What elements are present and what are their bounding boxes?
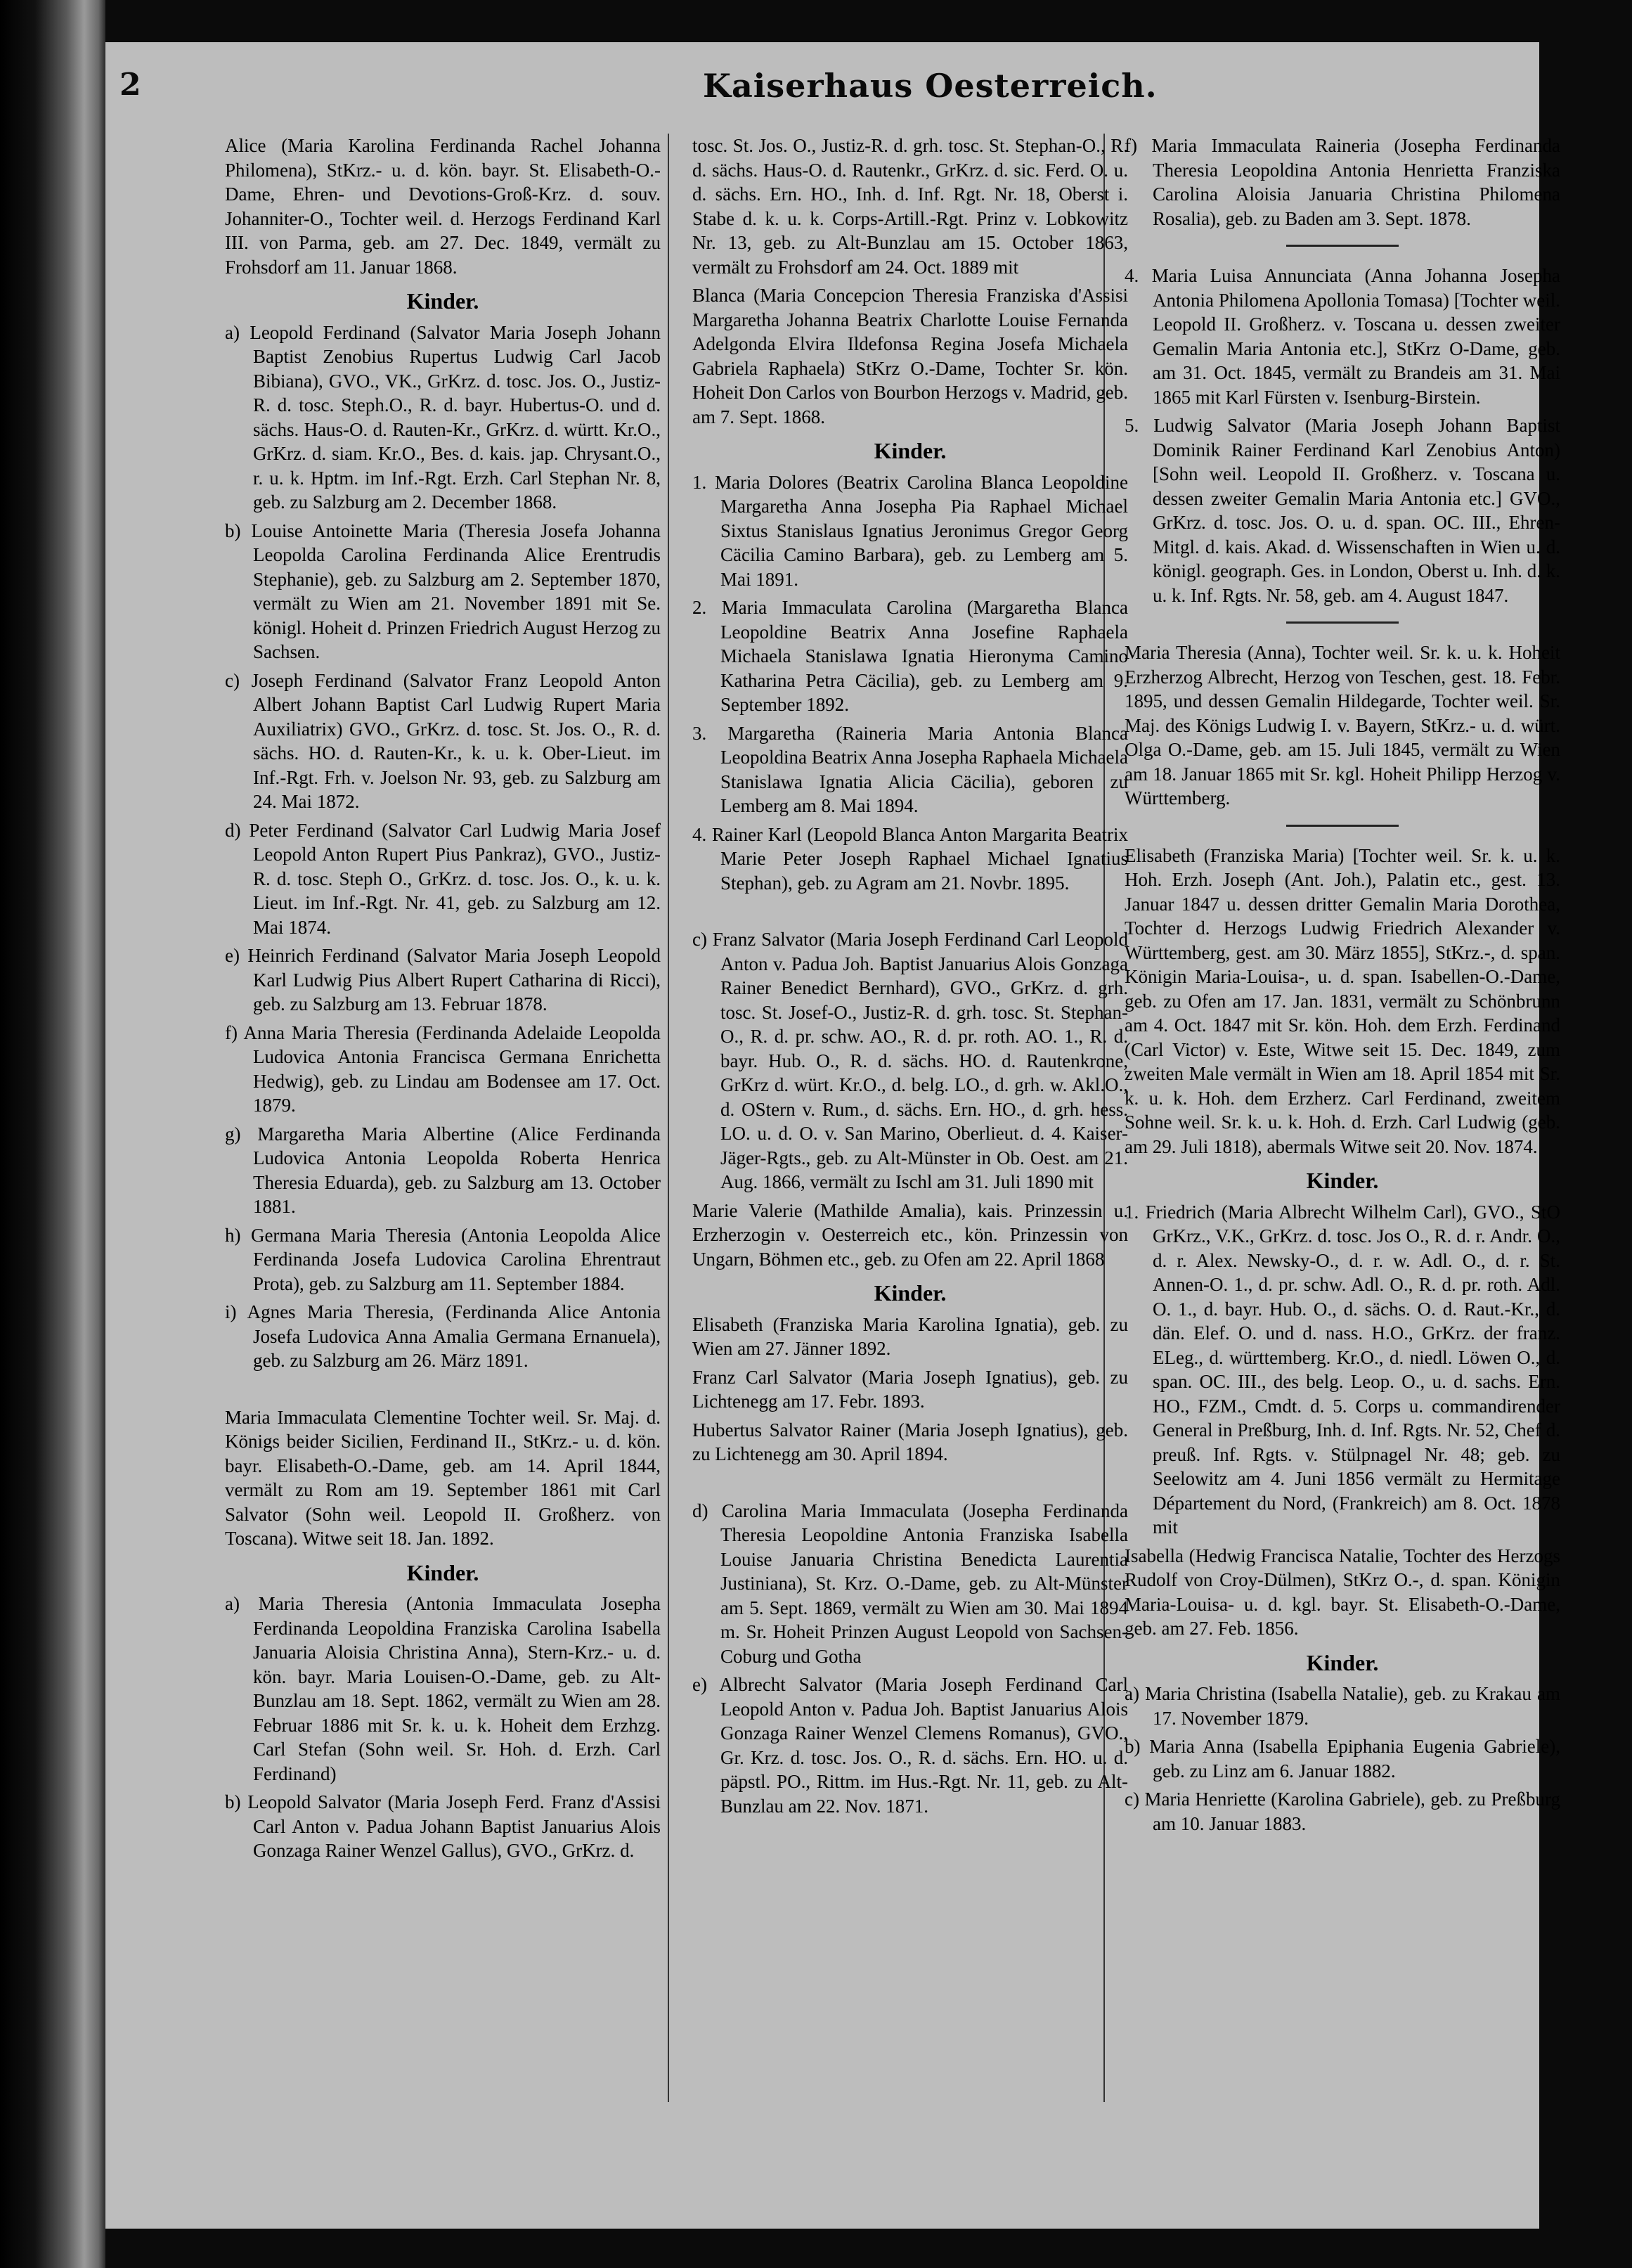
- entry-maria-immaculata-raineria: f) Maria Immaculata Raineria (Josepha Ferdinanda Theresia Leopoldina Antonia Henrietta Franziska Carolina Aloisia Januaria Christina Philomena Rosalia), geb. zu Baden am 3. Sept. 1878.: [1125, 135, 1560, 229]
- page-number: 2: [119, 67, 141, 103]
- entry-maria-immaculata-clementine: Maria Immaculata Clementine Tochter weil. Sr. Maj. d. Königs beider Sicilien, Ferdinand II., StKrz.- u. d. kön. bayr. Elisabeth-O.-Dame, geb. am 14. April 1844, vermält zu Rom am 19. September 1861 mit Carl Salvator (Sohn weil. Leopold II. Großherz. von Toscana). Witwe seit 18. Jan. 1892.: [225, 1406, 661, 1549]
- entry-ludwig-salvator: 5. Ludwig Salvator (Maria Joseph Johann Baptist Dominik Rainer Ferdinand Karl Zenobius Anton) [Sohn weil. Leopold II. Großherz. v. Toscana u. dessen zweiter Gemalin Maria Antonia etc.] GVO., GrKrz. d. tosc. Jos. O. u. d. span. OC. III., Ehren-Mitgl. d. kais. Akad. d. Wissenschaften in Wien u. d. königl. geograph. Ges. in London, Oberst u. Inh. d. k. u. k. Inf. Rgts. Nr. 58, geb. am 4. August 1847.: [1125, 415, 1560, 606]
- entry-maria-luisa-annunciata: 4. Maria Luisa Annunciata (Anna Johanna Josepha Antonia Philomena Apollonia Tomasa) [Tochter weil. Leopold II. Großherz. v. Toscana u. dessen zweiter Gemalin Maria Antonia etc.], StKrz O-Dame, geb. am 31. Oct. 1845, vermält zu Brandeis am 31. Mai 1865 mit Karl Fürsten v. Isenburg-Birstein.: [1125, 265, 1560, 408]
- entry-rainer-karl: 4. Rainer Karl (Leopold Blanca Anton Margarita Beatrix Marie Peter Joseph Raphael Michael Ignatius Stephan), geb. zu Agram am 21. Novbr. 1895.: [692, 823, 1128, 894]
- entry-albrecht-salvator: e) Albrecht Salvator (Maria Joseph Ferdinand Carl Leopold Anton v. Padua Joh. Baptist Januarius Alois Gonzaga Rainer Wenzel Clemens Romanus), GVO., Gr. Krz. d. tosc. Jos. O., R. d. sächs. Ern. HO. u. d. päpstl. PO., Rittm. im Hus.-Rgt. Nr. 11, geb. zu Alt-Bunzlau am 22. Nov. 1871.: [692, 1674, 1128, 1817]
- entry-anna-maria-theresia: f) Anna Maria Theresia (Ferdinanda Adelaide Leopolda Ludovica Antonia Francisca Germana Enrichetta Hedwig), geb. zu Lindau am Bodensee am 17. Oct. 1879.: [225, 1022, 661, 1116]
- divider: [1286, 825, 1399, 827]
- entry-maria-theresia-anna: Maria Theresia (Anna), Tochter weil. Sr. k. u. k. Hoheit Erzherzog Albrecht, Herzog von Teschen, gest. 18. Febr. 1895, und dessen Gemalin Hildegarde, Tochter weil. Sr. Maj. des Königs Ludwig I. v. Bayern, StKrz.- u. d. würt. Olga O.-Dame, geb. am 15. Juli 1845, vermält zu Wien am 18. Januar 1865 mit Sr. kgl. Hoheit Philipp Herzog v. Württemberg.: [1125, 642, 1560, 808]
- entry-leopold-ferdinand: a) Leopold Ferdinand (Salvator Maria Joseph Johann Baptist Zenobius Rupertus Ludwig Carl Jacob Bibiana), GVO., VK., GrKrz. d. tosc. Jos. O., Justiz-R. d. tosc. Steph.O., R. d. bayr. Hubertus-O. und d. sächs. Haus-O. d. Rauten-Kr., GrKrz. d. württ. Kr.O., GrKrz. d. siam. Kr.O., Bes. d. kais. jap. Chrysant.O., r. u. k. Hptm. im Inf.-Rgt. Erzh. Carl Stephan Nr. 8, geb. zu Salzburg am 2. December 1868.: [225, 321, 661, 513]
- entry-maria-theresia: a) Maria Theresia (Antonia Immaculata Josepha Ferdinanda Leopoldina Franziska Carolina Isabella Januaria Aloisia Christina Anna), Stern-Krz.- u. d. kön. bayr. Maria Louisen-O.-Dame, geb. zu Alt-Bunzlau am 18. Sept. 1862, vermält zu Wien am 28. Februar 1886 mit Sr. k. u. k. Hoheit dem Erzhzg. Carl Stefan (Sohn weil. Sr. Hoh. d. Erzh. Carl Ferdinand): [225, 1593, 661, 1784]
- entry-elisabeth: Elisabeth (Franziska Maria Karolina Ignatia), geb. zu Wien am 27. Jänner 1892.: [692, 1313, 1128, 1359]
- entry-louise-antoinette: b) Louise Antoinette Maria (Theresia Josefa Johanna Leopolda Carolina Ferdinanda Alice Erentrudis Stephanie), geb. zu Salzburg am 2. September 1870, vermält zu Wien am 21. November 1891 mit Se. königl. Hoheit d. Prinzen Friedrich August Herzog zu Sachsen.: [225, 520, 661, 662]
- entry-hubertus-salvator: Hubertus Salvator Rainer (Maria Joseph Ignatius), geb. zu Lichtenegg am 30. April 1894.: [692, 1419, 1128, 1464]
- book-spine: [0, 0, 105, 2268]
- section-heading: Kinder.: [874, 1280, 947, 1306]
- entry-leopold-salvator: b) Leopold Salvator (Maria Joseph Ferd. Franz d'Assisi Carl Anton v. Padua Johann Baptist Januarius Alois Gonzaga Rainer Wenzel Gallus), GVO., GrKrz. d.: [225, 1791, 661, 1861]
- entry-agnes: i) Agnes Maria Theresia, (Ferdinanda Alice Antonia Josefa Ludovica Anna Amalia Germana Ernanuela), geb. zu Salzburg am 26. März 1891.: [225, 1301, 661, 1371]
- entry-maria-dolores: 1. Maria Dolores (Beatrix Carolina Blanca Leopoldine Margaretha Anna Josepha Pia Raphael Michael Sixtus Stanislaus Ignatius Jeronimus Gregor Georg Cäcilia Camino Barbara), geb. zu Lemberg am 5. Mai 1891.: [692, 471, 1128, 590]
- entry-elisabeth-franziska: Elisabeth (Franziska Maria) [Tochter weil. Sr. k. u. k. Hoh. Erzh. Joseph (Ant. Joh.), Palatin etc., gest. 13. Januar 1847 u. dessen dritter Gemalin Maria Dorothea, Tochter d. Herzogs Ludwig Friedrich Alexander v. Württemberg, gest. am 30. März 1855], StKrz.-, d. span. Königin Maria-Louisa-, u. d. span. Isabellen-O.-Dame, geb. zu Ofen am 17. Jan. 1831, vermält zu Schönbrunn am 4. Oct. 1847 mit Sr. kön. Hoh. dem Erzh. Ferdinand (Carl Victor) v. Este, Witwe seit 15. Dec. 1849, zum zweiten Male vermält in Wien am 18. April 1854 mit Sr. k. u. k. Hoh. dem Erzherz. Carl Ferdinand, zweitem Sohne weil. Sr. k. u. k. Hoh. d. Erzh. Carl Ludwig (geb. am 29. Juli 1818), abermals Witwe seit 20. Nov. 1874.: [1125, 844, 1560, 1157]
- entry-margaretha: g) Margaretha Maria Albertine (Alice Ferdinanda Ludovica Antonia Leopolda Roberta Henrica Theresia Eduarda), geb. zu Salzburg am 13. October 1881.: [225, 1123, 661, 1217]
- column-middle: [692, 134, 1128, 1822]
- entry-blanca: Blanca (Maria Concepcion Theresia Franziska d'Assisi Margaretha Johanna Beatrix Charlotte Louise Fernanda Adelgonda Elvira Ildefonsa Regina Josefa Michaela Gabriela Raphaela) StKrz O.-Dame, Tochter Sr. kön. Hoheit Don Carlos von Bourbon Herzogs v. Madrid, geb. am 7. Sept. 1868.: [692, 285, 1128, 427]
- section-heading: Kinder.: [1306, 1649, 1379, 1675]
- section-heading: Kinder.: [874, 438, 947, 463]
- section-heading: Kinder.: [406, 288, 479, 314]
- entry-germana: h) Germana Maria Theresia (Antonia Leopolda Alice Ferdinanda Josefa Ludovica Carolina Ehrentraut Prota), geb. zu Salzburg am 11. September 1884.: [225, 1224, 661, 1294]
- entry-maria-christina: a) Maria Christina (Isabella Natalie), geb. zu Krakau am 17. November 1879.: [1125, 1683, 1560, 1729]
- entry-friedrich: 1. Friedrich (Maria Albrecht Wilhelm Carl), GVO., StO GrKrz., V.K., GrKrz. d. tosc. Jos O., R. d. r. Andr. O., d. r. Alex. Newsky-O., d. r. w. Adl. O., d. r. St. Annen-O. 1., d. pr. schw. Adl. O., R. d. pr. roth. Adl. O. 1., d. bayr. Hub. O., d. sächs. O. d. Raut.-Kr., d. dän. Elef. O. und d. nass. H.O., GrKrz. der franz. ELeg., d. württemberg. Kr.O., d. niedl. Löwen O., d. span. OC. III., des belg. Leop. O., u. d. sachs. Ern. HO., FZM., Cmdt. d. 5. Corps u. commandirender General in Preßburg, Inh. d. Inf. Rgts. Nr. 52, Chef d. preuß. Inf. Rgts. v. Stülpnagel Nr. 48; geb. zu Seelowitz am 4. Juni 1856 vermält zu Hermitage Département du Nord, (Frankreich) am 8. Oct. 1878 mit: [1125, 1201, 1560, 1538]
- column-right: [1125, 134, 1560, 1840]
- section-heading: Kinder.: [1306, 1168, 1379, 1193]
- divider: [1286, 245, 1399, 247]
- divider: [1286, 621, 1399, 624]
- entry-maria-henriette: c) Maria Henriette (Karolina Gabriele), geb. zu Preßburg am 10. Januar 1883.: [1125, 1789, 1560, 1834]
- entry-heinrich-ferdinand: e) Heinrich Ferdinand (Salvator Maria Joseph Leopold Karl Ludwig Pius Albert Rupert Catharina di Ricci), geb. zu Salzburg am 13. Februar 1878.: [225, 945, 661, 1014]
- column-left: [225, 134, 661, 1867]
- entry-maria-immaculata-carolina: 2. Maria Immaculata Carolina (Margaretha Blanca Leopoldine Beatrix Anna Josefine Raphaela Michaela Stanislawa Ignatia Hieronyma Camino Katharina Petra Cäcilia), geb. zu Lemberg am 9. September 1892.: [692, 597, 1128, 715]
- entry-maria-anna: b) Maria Anna (Isabella Epiphania Eugenia Gabriele), geb. zu Linz am 6. Januar 1882.: [1125, 1736, 1560, 1781]
- section-heading: Kinder.: [406, 1559, 479, 1585]
- entry-carolina-maria-immaculata: d) Carolina Maria Immaculata (Josepha Ferdinanda Theresia Leopoldine Antonia Franziska Isabella Louise Januaria Christina Benedicta Laurentia Justiniana), St. Krz. O.-Dame, geb. zu Alt-Münster am 5. Sept. 1869, vermält zu Wien am 30. Mai 1894 m. Sr. Hoheit Prinzen August Leopold von Sachsen-Coburg und Gotha: [692, 1500, 1128, 1667]
- entry-peter-ferdinand: d) Peter Ferdinand (Salvator Carl Ludwig Maria Josef Leopold Anton Rupert Pius Pankraz), GVO., Justiz-R. d. tosc. Steph O., GrKrz. d. tosc. Jos. O., k. u. k. Lieut. im Inf.-Rgt. Nr. 41, geb. zu Salzburg am 12. Mai 1874.: [225, 819, 661, 938]
- entry-franz-carl-salvator: Franz Carl Salvator (Maria Joseph Ignatius), geb. zu Lichtenegg am 17. Febr. 1893.: [692, 1366, 1128, 1412]
- entry-joseph-ferdinand: c) Joseph Ferdinand (Salvator Franz Leopold Anton Albert Johann Baptist Carl Ludwig Rupert Maria Auxiliatrix) GVO., GrKrz. d. tosc. St. Jos. O., R. d. sächs. HO. d. Rauten-Kr., k. u. k. Ober-Lieut. im Inf.-Rgt. Frh. v. Joelson Nr. 93, geb. zu Salzburg am 24. Mai 1872.: [225, 669, 661, 812]
- entry-franz-salvator: c) Franz Salvator (Maria Joseph Ferdinand Carl Leopold Anton v. Padua Joh. Baptist Januarius Alois Gonzaga Rainer Benedict Bernhard), GVO., GrKrz. d. grh. tosc. St. Josef-O., Justiz-R. d. grh. tosc. St. Stephan-O., R. d. pr. schw. AO., R. d. pr. roth. AO. 1., R. d. bayr. Hub. O., R. d. sächs. HO. d. Rautenkrone, GrKrz d. würt. Kr.O., d. belg. LO., d. grh. w. Akl.O., d. OStern v. Rum., d. sächs. Ern. HO., d. grh. hess. LO. u. d. O. v. San Marino, Oberlieut. d. 4. Kaiser-Jäger-Rgts., geb. zu Alt-Münster in Ob. Oest. am 21. Aug. 1866, vermält zu Ischl am 31. Juli 1890 mit: [692, 929, 1128, 1192]
- entry-marie-valerie: Marie Valerie (Mathilde Amalia), kais. Prinzessin u. Erzherzogin v. Oesterreich etc., kön. Prinzessin von Ungarn, Böhmen etc., geb. zu Ofen am 22. April 1868: [692, 1199, 1128, 1270]
- entry-leopold-salvator-cont: tosc. St. Jos. O., Justiz-R. d. grh. tosc. St. Stephan-O., R. d. sächs. Haus-O. d. Rautenkr., GrKrz. d. sic. Ferd. O. u. d. sächs. Ern. HO., Inh. d. Inf. Rgt. Nr. 18, Oberst i. Stabe d. k. u. k. Corps-Artill.-Rgt. Prinz v. Lobkowitz Nr. 13, geb. zu Alt-Bunzlau am 15. October 1863, vermält zu Frohsdorf am 24. Oct. 1889 mit: [692, 135, 1128, 278]
- running-head: Kaiserhaus Oesterreich.: [703, 67, 1158, 105]
- entry-isabella: Isabella (Hedwig Francisca Natalie, Tochter des Herzogs Rudolf von Croy-Dülmen), StKrz O.-, d. span. Königin Maria-Louisa- u. d. kgl. bayr. St. Elisabeth-O.-Dame, geb. am 27. Feb. 1856.: [1125, 1545, 1560, 1639]
- entry-margaretha-raineria: 3. Margaretha (Raineria Maria Antonia Blanca Leopoldina Beatrix Anna Josepha Raphaela Michaela Stanislawa Ignatia Alicia Cäcilia), geboren zu Lemberg am 8. Mai 1894.: [692, 722, 1128, 816]
- column-rule-left: [668, 134, 669, 2102]
- entry-alice: Alice (Maria Karolina Ferdinanda Rachel Johanna Philomena), StKrz.- u. d. kön. bayr. St. Elisabeth-O.-Dame, Ehren- und Devotions-Groß-Krz. d. souv. Johanniter-O., Tochter weil. d. Herzogs Ferdinand Karl III. von Parma, geb. am 27. Dec. 1849, vermält zu Frohsdorf am 11. Januar 1868.: [225, 135, 661, 278]
